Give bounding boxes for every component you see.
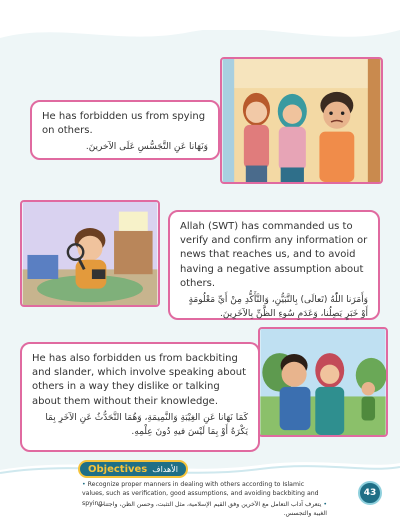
section-1-arabic: وَنَهَانا عَنِ التَّجَسُّسِ عَلَى الآخرينَ. [85,142,208,153]
section-3-text-panel [20,342,260,452]
objective-english-text: Recognize proper manners in dealing with others according to Islamic values, such as verification, good assumptions, and avoiding backbiting and spying. [82,481,319,507]
objectives-label [78,460,188,478]
page-number: 43 [358,481,382,505]
section-1-english: He has forbidden us from spying on others. [42,111,206,137]
objectives-label-en: Objectives [88,463,148,475]
objectives-label-ar: الأهداف [152,464,178,474]
section-1-illustration [220,57,383,184]
section-2-illustration [20,200,160,307]
objective-arabic-item [82,500,327,519]
section-2-text-panel [168,210,380,320]
section-1-text-panel [30,100,220,160]
section-3-arabic: كَمَا نَهَانا عَنِ الغِيْبَةِ وَالنَّمِيمَةِ، وَهُمَا التَّحَدُّثُ عَنِ الآخَرِ بِمَا يَكْرَهُ أَوْ بِمَا لَيْسَ فيهِ دُونَ عِلْمِهِ. [45,412,248,437]
section-2-english: Allah (SWT) has commanded us to verify and confirm any information or news that reaches us, and to avoid having a negative assumption about others. [180,221,368,289]
bullet-icon: • [82,481,88,488]
bullet-icon: • [321,501,327,508]
section-3-illustration [258,327,388,437]
section-2-arabic: وَأَمَرَنا اللّٰهُ (تَعالَى) بِالتَّبَيُّنِ، وَالتَّأَكُّدِ مِنْ أَيِّ مَعْلُومَةٍ أَوْ خَبَرٍ يَصِلُنا، وَعَدَمِ سُوءِ الظَّنِّ بِالآخَرِينَ. [188,294,368,319]
objective-arabic-text: يتعرف آداب التعامل مع الآخرين وفق القيم الإسلامية، مثل التثبت، وحسن الظن، واجتناب الغيبة والتجسس. [97,501,327,518]
section-3-english: He has also forbidden us from backbiting and slander, which involve speaking about others in a way they dislike or talking about them without their knowledge. [32,353,247,407]
top-wave-decoration [0,0,400,60]
